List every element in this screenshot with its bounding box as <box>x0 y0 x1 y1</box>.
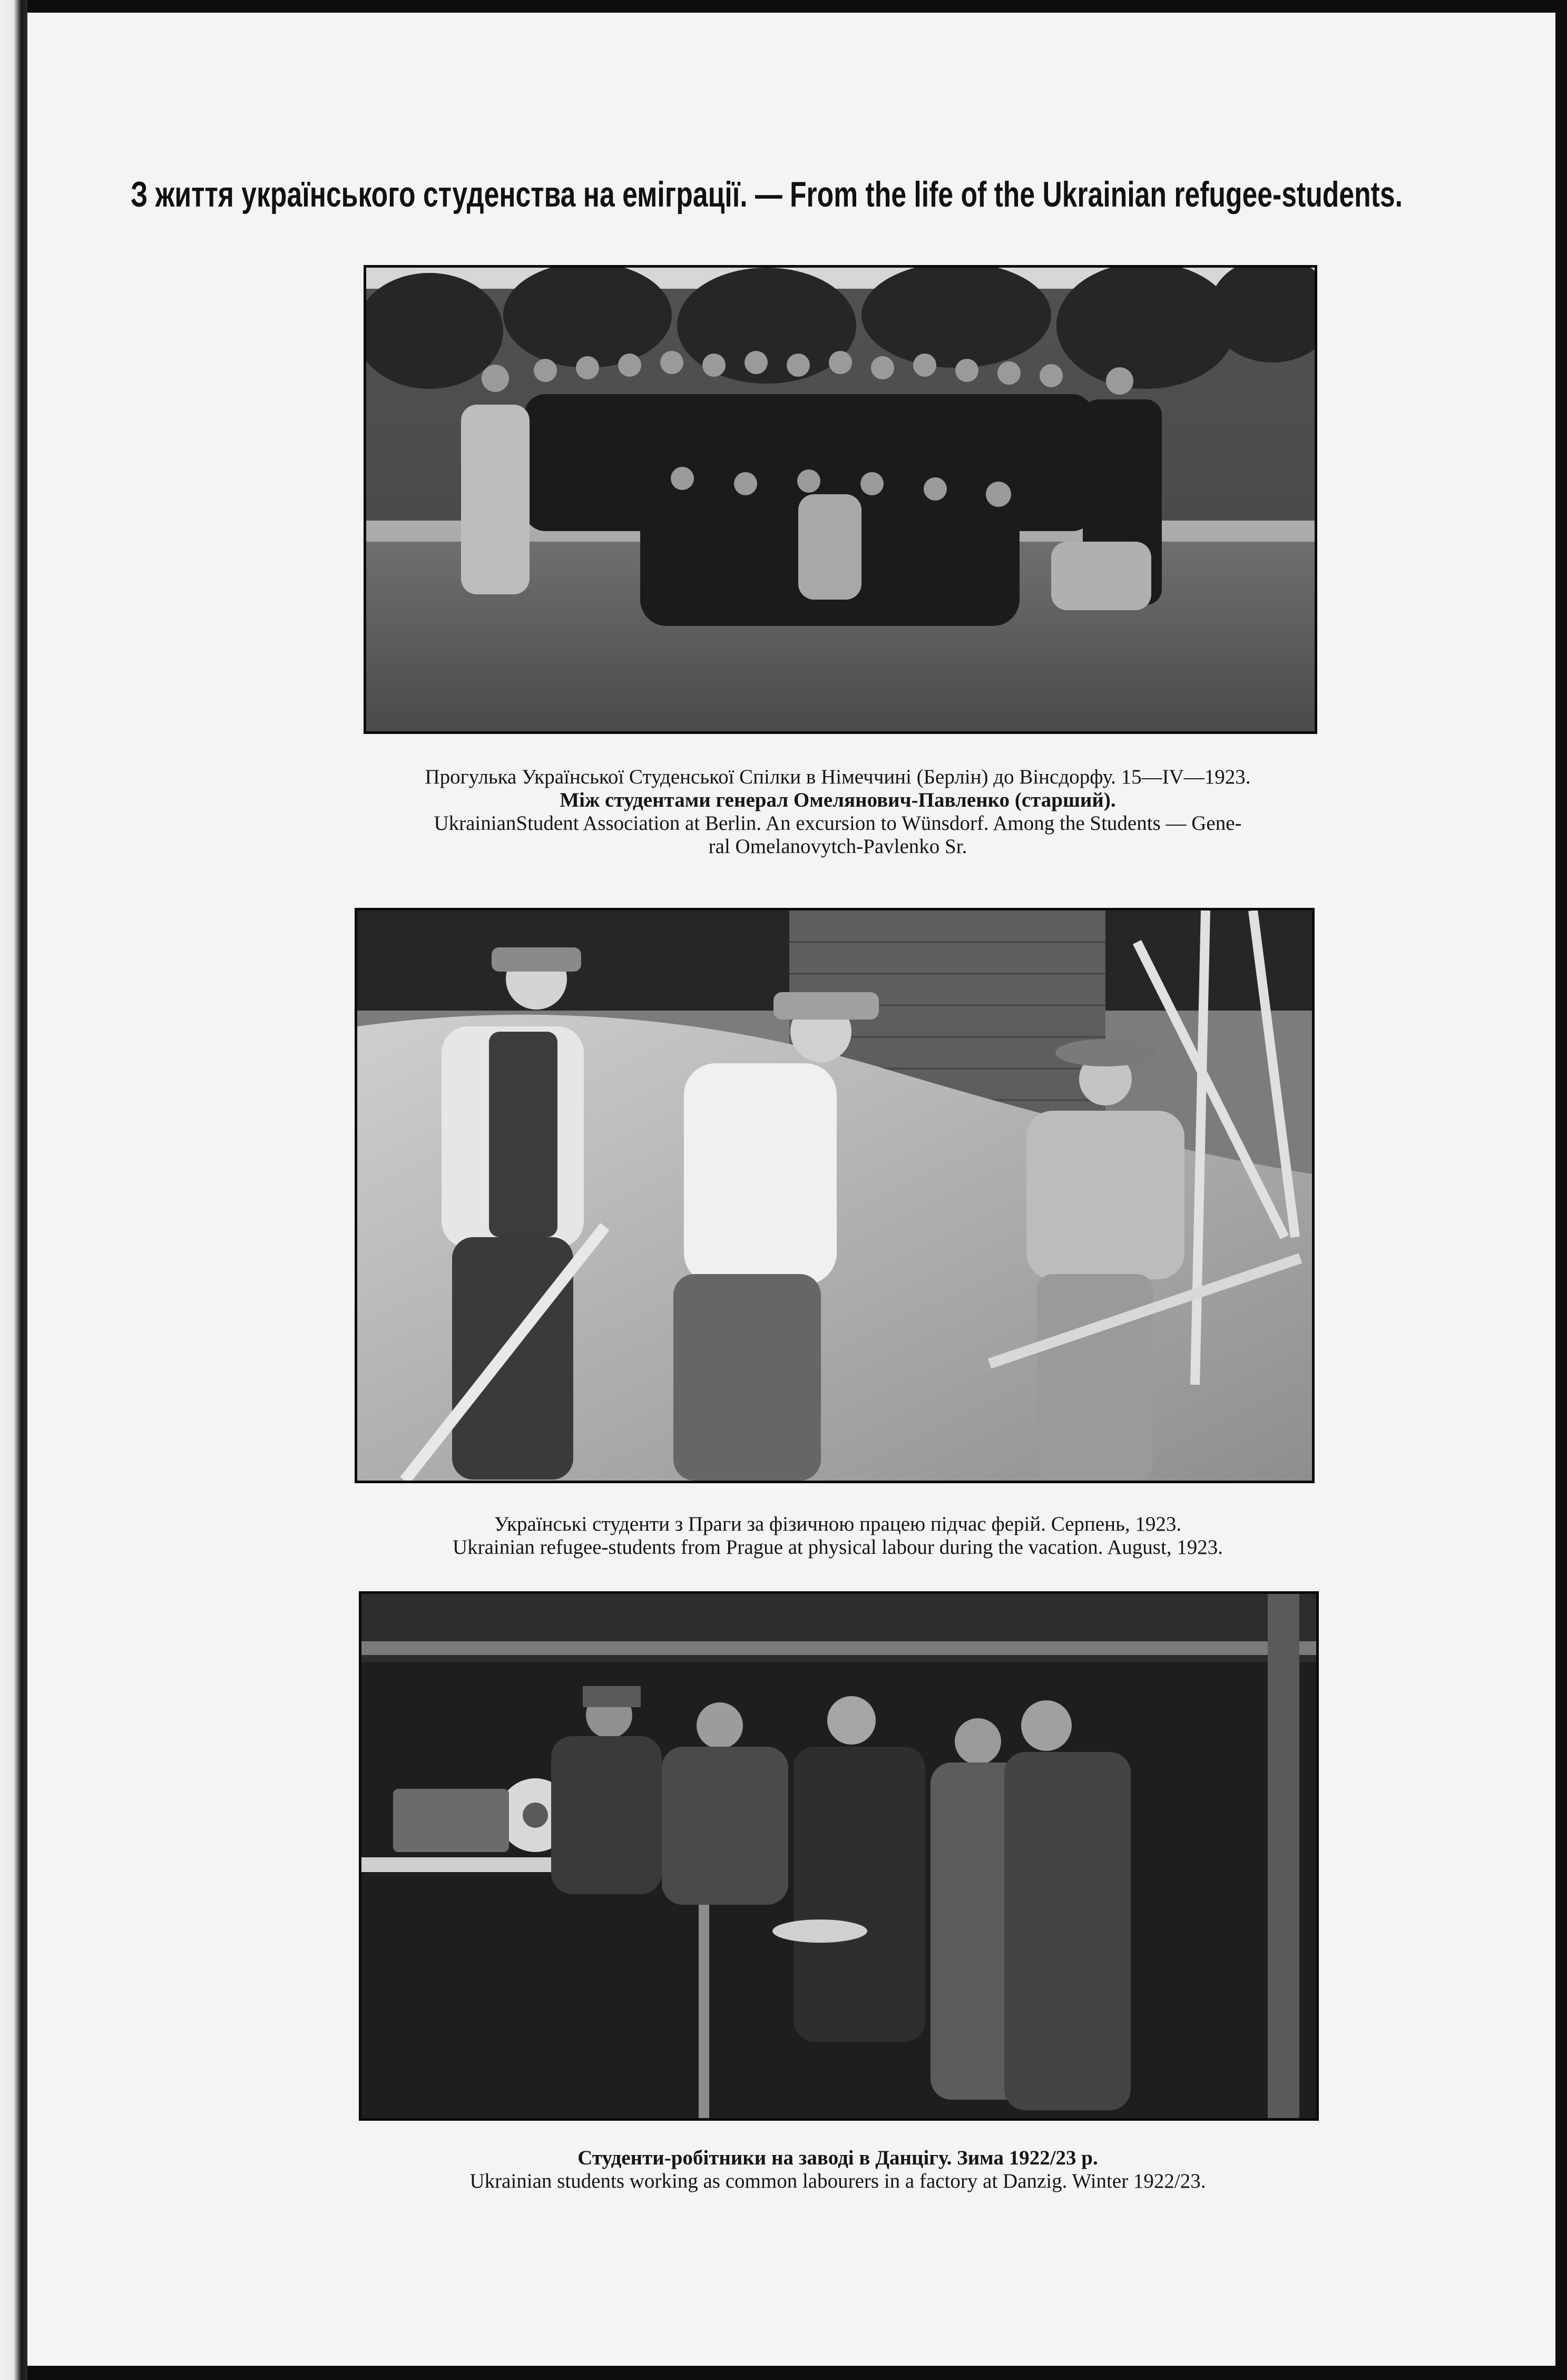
caption-line: ral Omelanovytch-Pavlenko Sr. <box>708 835 967 858</box>
photo-factory-danzig <box>359 1591 1319 2121</box>
photo-group-excursion <box>364 265 1317 734</box>
caption-line: Прогулька Української Студенської Спілки в Німеччині (Берлін) до Вінсдорфу. 15—IV—1923. <box>425 766 1251 788</box>
caption-group-excursion <box>258 766 1417 858</box>
caption-line: Ukrainian refugee-students from Prague at physical labour during the vacation. August, 1923. <box>452 1536 1223 1559</box>
caption-line: Студенти-робітники на заводі в Данцігу. Зима 1922/23 р. <box>577 2147 1098 2169</box>
caption-factory-danzig <box>258 2147 1417 2193</box>
page-title: З життя українського студенства на еміграції. — From the life of the Ukrainian refugee-students. <box>131 174 1403 214</box>
caption-line: Українські студенти з Праги за фізичною працею підчас ферій. Серпень, 1923. <box>494 1513 1182 1535</box>
page-binding-edge <box>0 0 27 2380</box>
caption-line: Ukrainian students working as common labourers in a factory at Danzig. Winter 1922/23. <box>469 2170 1206 2192</box>
caption-line: Між студентами генерал Омелянович-Павленко (старший). <box>560 789 1116 811</box>
caption-line: UkrainianStudent Association at Berlin. An excursion to Wünsdorf. Among the Students — Gene- <box>434 812 1242 835</box>
caption-physical-labour <box>258 1513 1417 1559</box>
photo-physical-labour <box>355 908 1315 1483</box>
